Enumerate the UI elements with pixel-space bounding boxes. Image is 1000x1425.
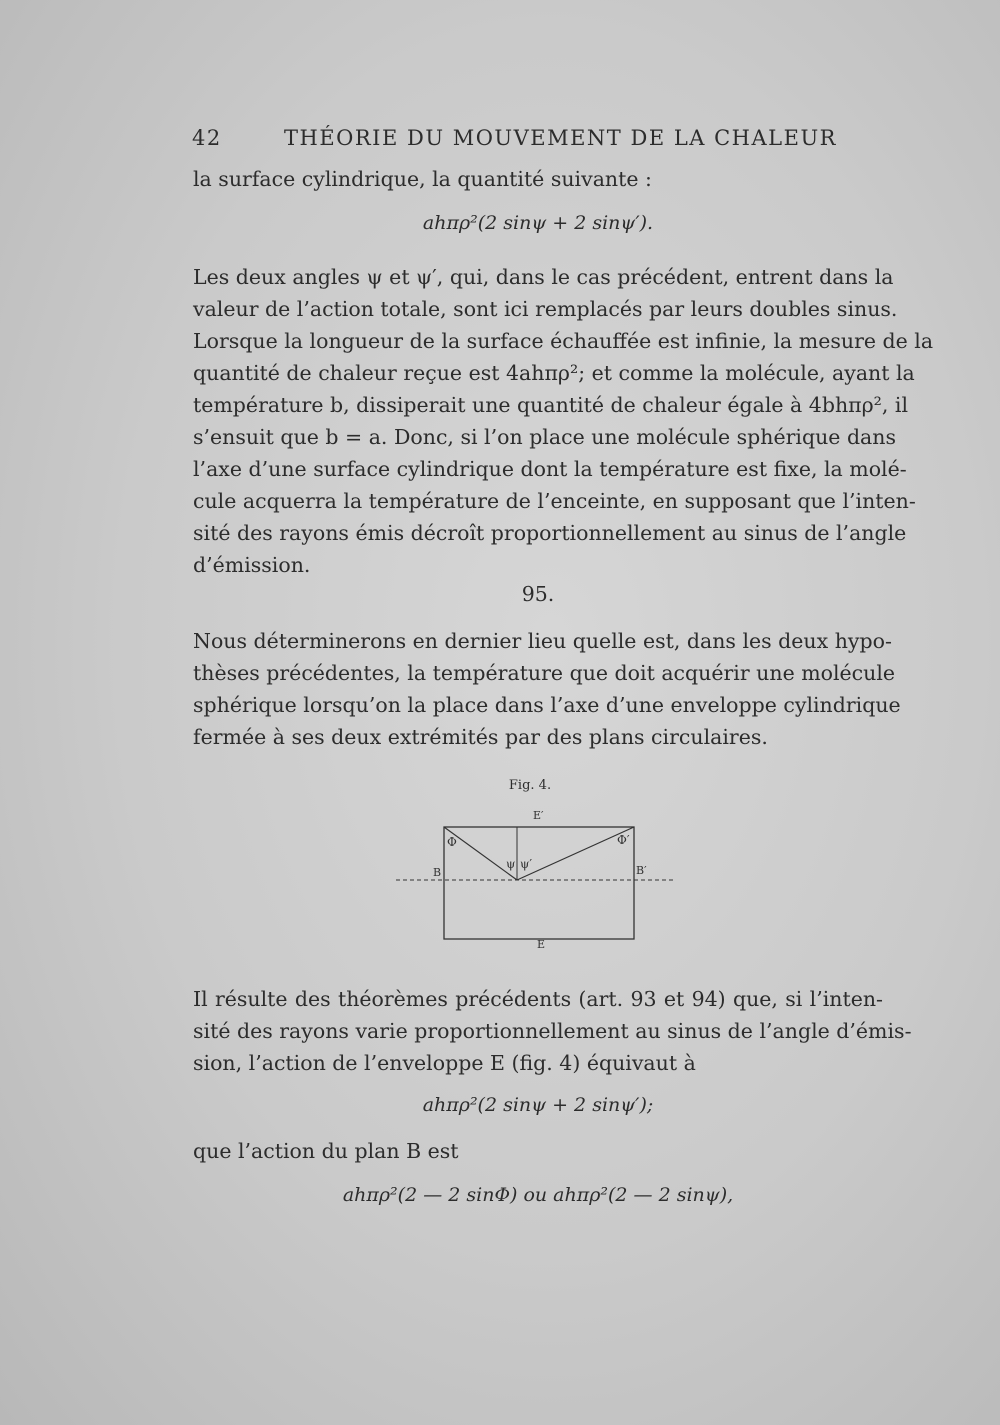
label-psi: ψ [506, 857, 516, 871]
label-e: E [537, 938, 546, 951]
label-b: B [433, 866, 442, 879]
text-line: s’ensuit que b = a. Donc, si l’on place une molécule sphérique dans [193, 425, 897, 449]
text-line: sité des rayons varie proportionnellement au sinus de l’angle d’émis- [193, 1019, 912, 1043]
label-psi-prime: ψ′ [520, 857, 533, 871]
label-phi-prime: Φ′ [617, 833, 630, 847]
running-header [192, 122, 837, 158]
figure-caption: Fig. 4. [508, 778, 552, 793]
text-line: valeur de l’action totale, sont ici remplacés par leurs doubles sinus. [193, 297, 898, 321]
page-number: 42 [192, 126, 222, 150]
label-e-prime: E′ [533, 809, 544, 822]
text-line: Lorsque la longueur de la surface échauffée est infinie, la mesure de la [193, 329, 934, 353]
text-line: quantité de chaleur reçue est 4ahπρ²; et comme la molécule, ayant la [193, 361, 915, 385]
text-line: d’émission. [193, 553, 311, 577]
text-line: Il résulte des théorèmes précédents (art. 93 et 94) que, si l’inten- [193, 987, 883, 1011]
text-line: la surface cylindrique, la quantité suivante : [193, 167, 652, 191]
text-line: Les deux angles ψ et ψ′, qui, dans le cas précédent, entrent dans la [193, 265, 894, 289]
text-line: température b, dissiperait une quantité de chaleur égale à 4bhπρ², il [193, 393, 909, 417]
running-title: THÉORIE DU MOUVEMENT DE LA CHALEUR [284, 126, 837, 150]
section-number: 95. [521, 582, 555, 606]
text-line: Nous déterminerons en dernier lieu quelle est, dans les deux hypo- [193, 629, 892, 653]
text-line: sphérique lorsqu’on la place dans l’axe d’une enveloppe cylindrique [193, 693, 901, 717]
text-line: cule acquerra la température de l’enceinte, en supposant que l’inten- [193, 489, 916, 513]
text-line: thèses précédentes, la température que doit acquérir une molécule [193, 661, 896, 685]
text-line: fermée à ses deux extrémités par des plans circulaires. [193, 725, 768, 749]
formula: ahπρ²(2 sinψ + 2 sinψ′); [422, 1094, 654, 1116]
text-line: sion, l’action de l’enveloppe E (fig. 4) équivaut à [193, 1051, 696, 1075]
text-line: l’axe d’une surface cylindrique dont la température est fixe, la molé- [193, 457, 907, 481]
cylinder-outline [444, 827, 634, 939]
formula: ahπρ²(2 sinψ + 2 sinψ′). [422, 212, 654, 234]
figure-4-diagram [390, 800, 680, 960]
formula: ahπρ²(2 — 2 sinΦ) ou ahπρ²(2 — 2 sinψ), [342, 1184, 734, 1206]
label-phi: Φ [447, 835, 457, 849]
label-b-prime: B′ [636, 864, 647, 877]
text-line: sité des rayons émis décroît proportionnellement au sinus de l’angle [193, 521, 907, 545]
text-line: que l’action du plan B est [193, 1139, 459, 1163]
